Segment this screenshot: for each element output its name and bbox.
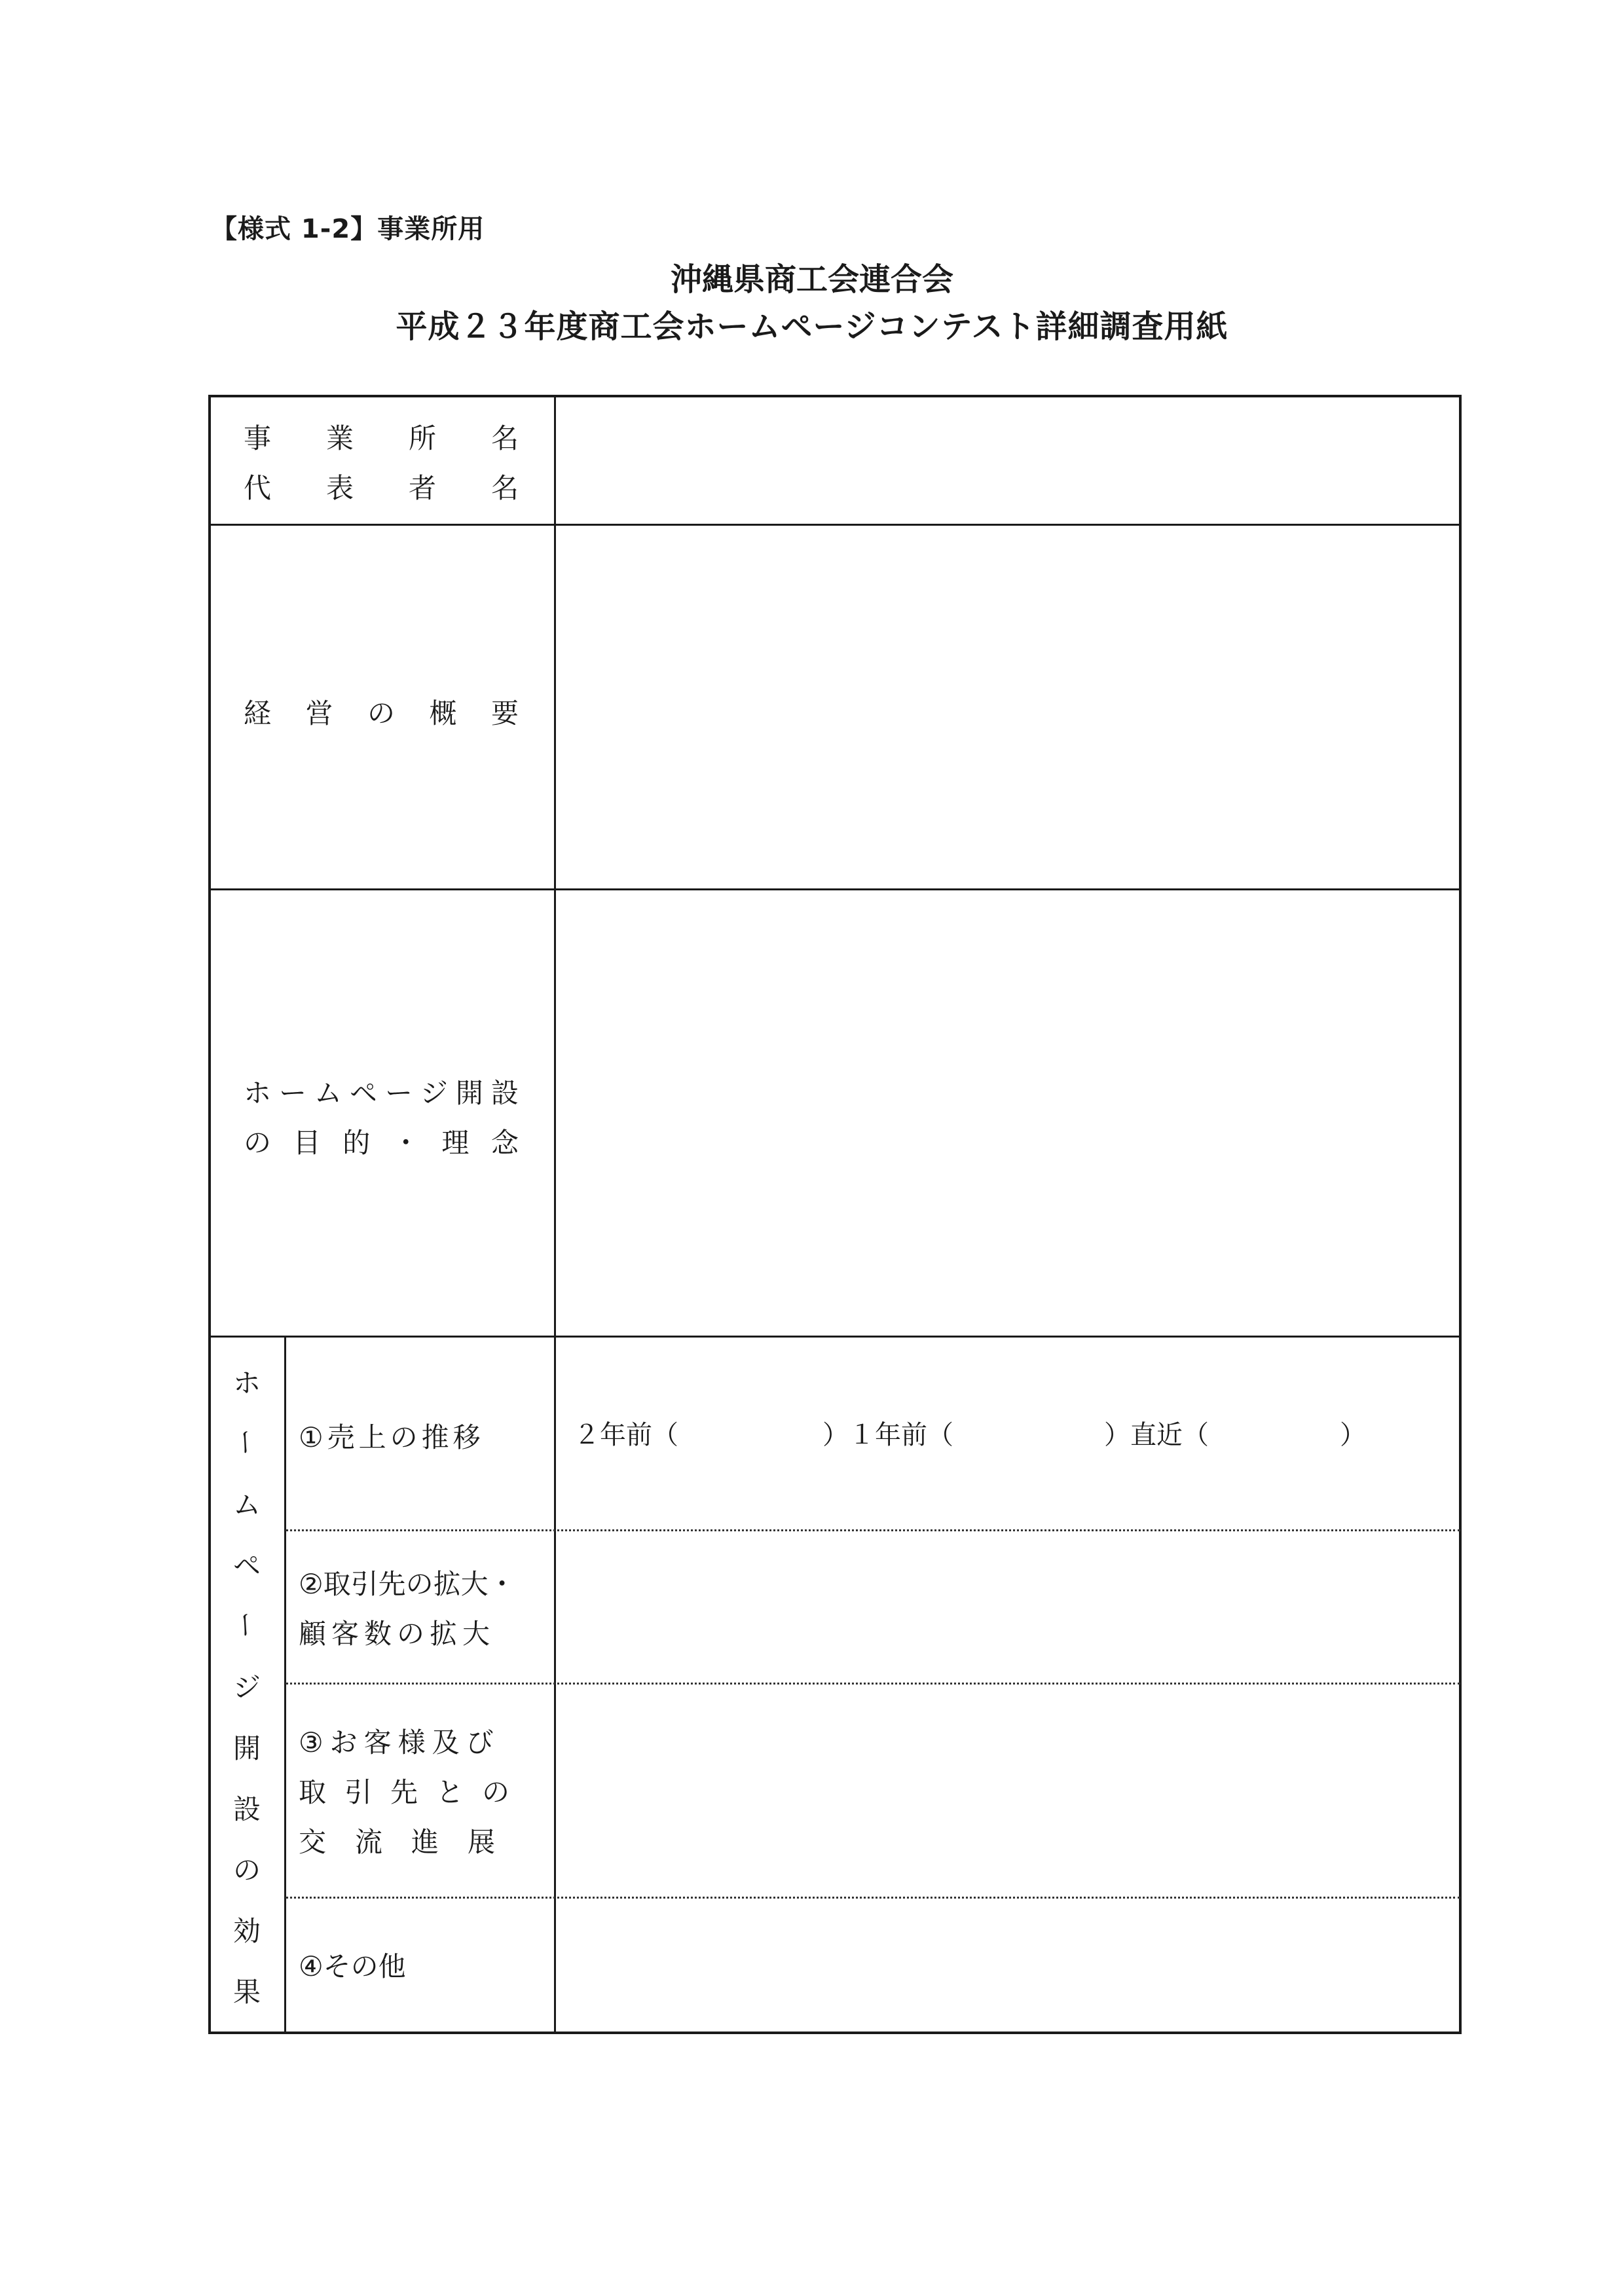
homepage-effects-label: ホ ー ム ペ ー ジ 開 設 の 効 果 [229, 1366, 261, 2009]
item-customer-exchange-line3: 交流進展 [299, 1826, 525, 1858]
homepage-purpose-field[interactable] [557, 891, 1459, 1334]
business-overview-field[interactable] [557, 526, 1459, 887]
sales-trend-field[interactable] [557, 1339, 1459, 1528]
form-number: 【様式 1-2】事業所用 [211, 214, 485, 244]
business-name-field[interactable] [557, 397, 1459, 522]
item-sales-trend: ①売上の推移 [299, 1421, 485, 1453]
sales-two-years-ago: ２年前（ [574, 1420, 678, 1450]
organization-name: 沖縄県商工会連合会 [670, 261, 953, 298]
sales-recent: ）直近（ [1104, 1420, 1209, 1450]
homepage-purpose-line2: の 目 的 ・ 理 念 [244, 1127, 519, 1159]
representative-name-text: 代 表 者 名 [244, 472, 519, 504]
item-divider-1 [286, 1529, 1460, 1531]
customer-exchange-field[interactable] [557, 1685, 1459, 1895]
business-name-text: 事 業 所 名 [244, 422, 519, 454]
item-divider-2 [286, 1683, 1460, 1685]
item-customer-exchange-line1: ③お客様及び [299, 1726, 500, 1758]
item-other: ④その他 [299, 1950, 406, 1982]
item-customer-expansion-line2: 顧客数の拡大 [299, 1618, 496, 1650]
row-divider-2 [208, 888, 1462, 890]
homepage-purpose-line1: ホ ー ム ペ ー ジ 開 設 [244, 1077, 519, 1109]
sales-one-year-ago: ）１年前（ [822, 1420, 953, 1450]
item-customer-exchange [299, 1718, 547, 1867]
sales-close: ） [1340, 1420, 1366, 1450]
item-divider-3 [286, 1897, 1460, 1899]
item-customer-expansion [299, 1559, 547, 1659]
homepage-purpose-label [244, 1068, 519, 1168]
other-field[interactable] [557, 1899, 1459, 2032]
business-overview-label [244, 689, 519, 738]
item-customer-exchange-line2: 取引先との [299, 1776, 528, 1808]
row-divider-3 [208, 1336, 1462, 1338]
customer-expansion-field[interactable] [557, 1532, 1459, 1681]
business-overview-text: 経 営 の 概 要 [244, 697, 519, 729]
business-name-label [244, 414, 519, 513]
label-column-divider [554, 395, 556, 2034]
item-customer-expansion-line1: ②取引先の拡大・ [299, 1568, 516, 1600]
document-title: 平成２３年度商工会ホームページコンテスト詳細調査用紙 [396, 308, 1228, 345]
row-divider-1 [208, 524, 1462, 526]
